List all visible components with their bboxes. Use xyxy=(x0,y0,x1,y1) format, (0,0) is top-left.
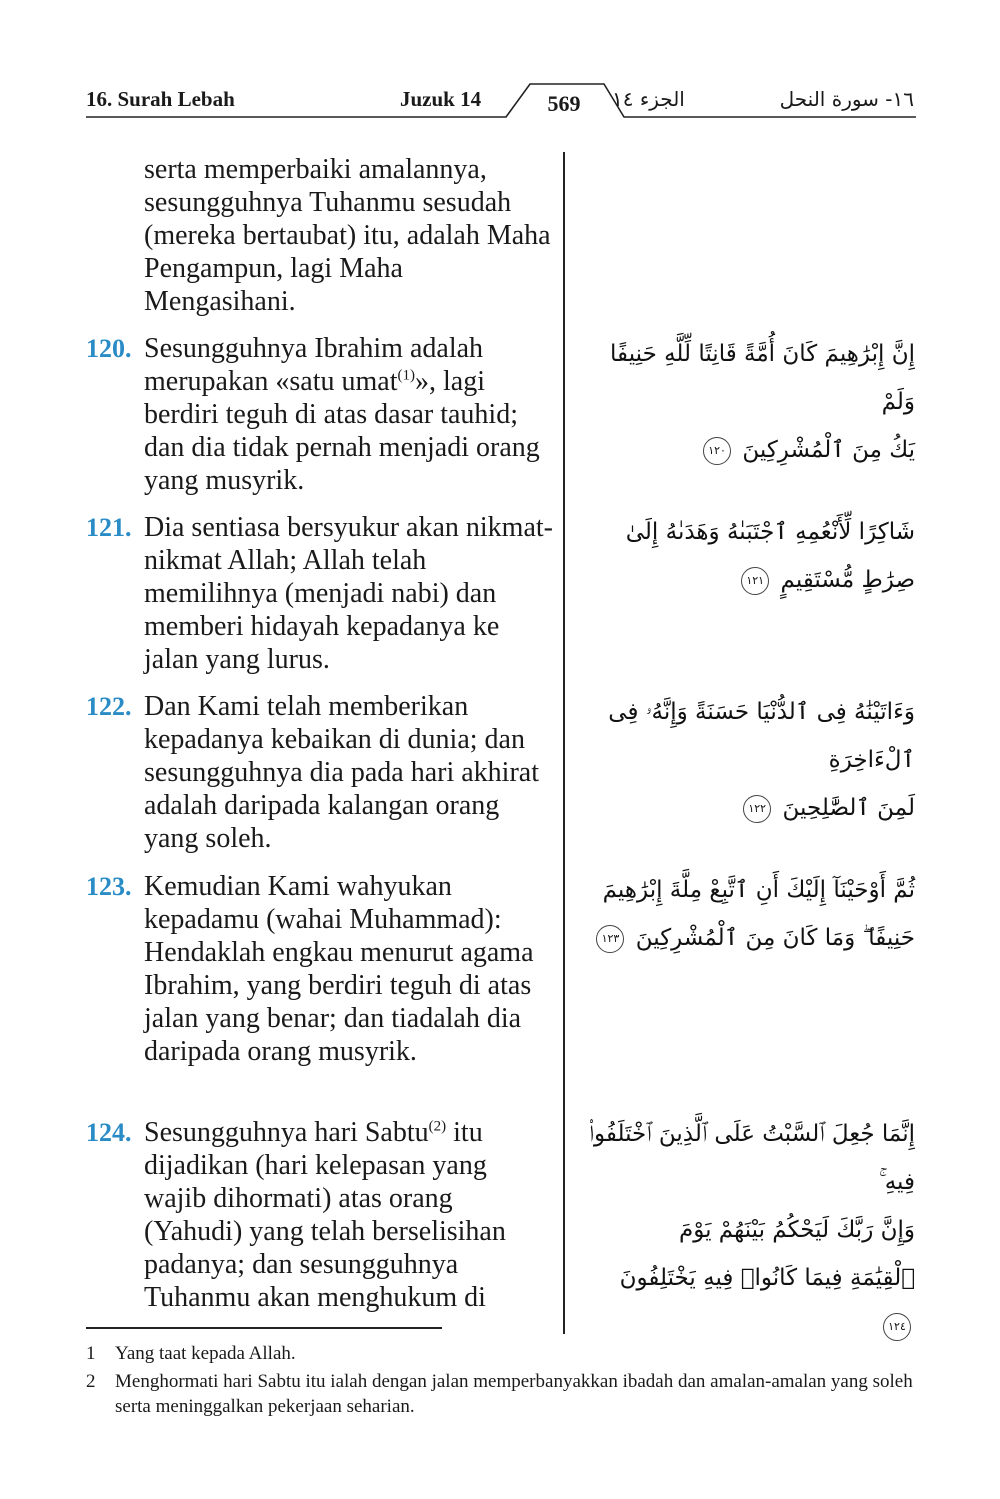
footnote-text: Yang taat kepada Allah. xyxy=(115,1343,296,1364)
arabic-verse-124: إِنَّمَا جُعِلَ ٱلسَّبْتُ عَلَى ٱلَّذِينَ ٱخْتَلَفُوا۟ فِيهِ ۚ وَإِنَّ رَبَّكَ لَيَحْكُمُ بَيْنَهُمْ يَوْمَ ٱلْقِيَٰمَةِ فِيمَا كَانُوا۟ فِيهِ يَخْتَلِفُونَ ١٢٤ xyxy=(585,1110,915,1350)
verse-text: Kemudian Kami wahyukan kepadamu (wahai Muhammad): Hendaklah engkau menurut agama Ibrahim, yang berdiri teguh di atas jalan yang benar; dan tiadalah dia daripada orang musyrik. xyxy=(144,871,534,1067)
verse-marker-icon: ١٢٢ xyxy=(743,795,771,823)
footnote-text: Menghormati hari Sabtu itu ialah dengan jalan memperbanyakkan ibadah dan amalan-amalan yang soleh serta meninggalkan pekerjaan seharian. xyxy=(115,1371,913,1417)
verse-text: Sesungguhnya hari Sabtu$^{(2)}$ itu dijadikan (hari kelepasan yang wajib dihormati) atas orang (Yahudi) yang telah berselisihan padanya; dan sesungguhnya Tuhanmu akan menghukum di xyxy=(144,1117,506,1313)
verse-marker-icon: ١٢٠ xyxy=(703,437,731,465)
arabic-verse-120: إِنَّ إِبْرَٰهِيمَ كَانَ أُمَّةً قَانِتًا لِّلَّهِ حَنِيفًا وَلَمْ يَكُ مِنَ ٱلْمُشْرِكِينَ ١٢٠ xyxy=(610,341,915,463)
verse-124 xyxy=(86,1116,556,1314)
arabic-verse-123: ثُمَّ أَوْحَيْنَآ إِلَيْكَ أَنِ ٱتَّبِعْ مِلَّةَ إِبْرَٰهِيمَ حَنِيفًا ۖ وَمَا كَانَ مِنَ ٱلْمُشْرِكِينَ ١٢٣ xyxy=(585,866,915,962)
footnote-2 xyxy=(86,1369,916,1419)
verse-continuation xyxy=(86,153,556,318)
arabic-verse-122: وَءَاتَيْنَٰهُ فِى ٱلدُّنْيَا حَسَنَةً وَإِنَّهُۥ فِى ٱلْءَاخِرَةِ لَمِنَ ٱلصَّٰلِحِينَ ١٢٢ xyxy=(608,699,915,821)
arabic-verse-121: شَاكِرًا لِّأَنْعُمِهِ ٱجْتَبَىٰهُ وَهَدَىٰهُ إِلَىٰ صِرَٰطٍ مُّسْتَقِيمٍ ١٢١ xyxy=(625,519,915,593)
continuation-text: serta memperbaiki amalannya, sesungguhnya Tuhanmu sesudah (mereka bertaubat) itu, adalah Maha Pengampun, lagi Maha Mengasihani. xyxy=(144,154,551,317)
verse-text: Sesungguhnya Ibrahim adalah merupakan «satu umat$^{(1)}$», lagi berdiri teguh di atas dasar tauhid; dan dia tidak pernah menjadi orang yang musyrik. xyxy=(144,333,540,496)
verse-number: 123. xyxy=(86,872,132,901)
header-arabic-juz: الجزء ١٤ xyxy=(612,87,685,111)
verse-120 xyxy=(86,332,556,497)
verse-number: 121. xyxy=(86,513,132,542)
header-arabic-surah: ١٦- سورة النحل xyxy=(779,87,914,111)
verse-text: Dan Kami telah memberikan kepadanya kebaikan di dunia; dan sesungguhnya dia pada hari akhirat adalah daripada kalangan orang yang soleh. xyxy=(144,691,539,854)
verse-number: 120. xyxy=(86,334,132,363)
footnote-rule xyxy=(86,1327,442,1329)
footnote-1 xyxy=(86,1341,916,1366)
verse-number: 124. xyxy=(86,1118,132,1147)
verse-122 xyxy=(86,690,556,855)
verse-text: Dia sentiasa bersyukur akan nikmat-nikmat Allah; Allah telah memilihnya (menjadi nabi) dan memberi hidayah kepadanya ke jalan yang lurus. xyxy=(144,512,553,675)
column-divider xyxy=(563,152,565,1334)
footnote-ref-2[interactable]: (2) xyxy=(428,1118,447,1135)
header-juzuk: Juzuk 14 xyxy=(400,87,482,111)
verse-121 xyxy=(86,511,556,676)
footnote-number: 2 xyxy=(86,1371,96,1392)
verse-number: 122. xyxy=(86,692,132,721)
footnote-number: 1 xyxy=(86,1343,96,1364)
verse-marker-icon: ١٢١ xyxy=(741,567,769,595)
header-surah-title: 16. Surah Lebah xyxy=(86,87,235,111)
verse-marker-icon: ١٢٤ xyxy=(883,1313,911,1341)
verse-marker-icon: ١٢٣ xyxy=(596,925,624,953)
page-number: 569 xyxy=(547,91,581,116)
verse-123 xyxy=(86,870,556,1068)
footnote-ref-1[interactable]: (1) xyxy=(397,367,415,384)
